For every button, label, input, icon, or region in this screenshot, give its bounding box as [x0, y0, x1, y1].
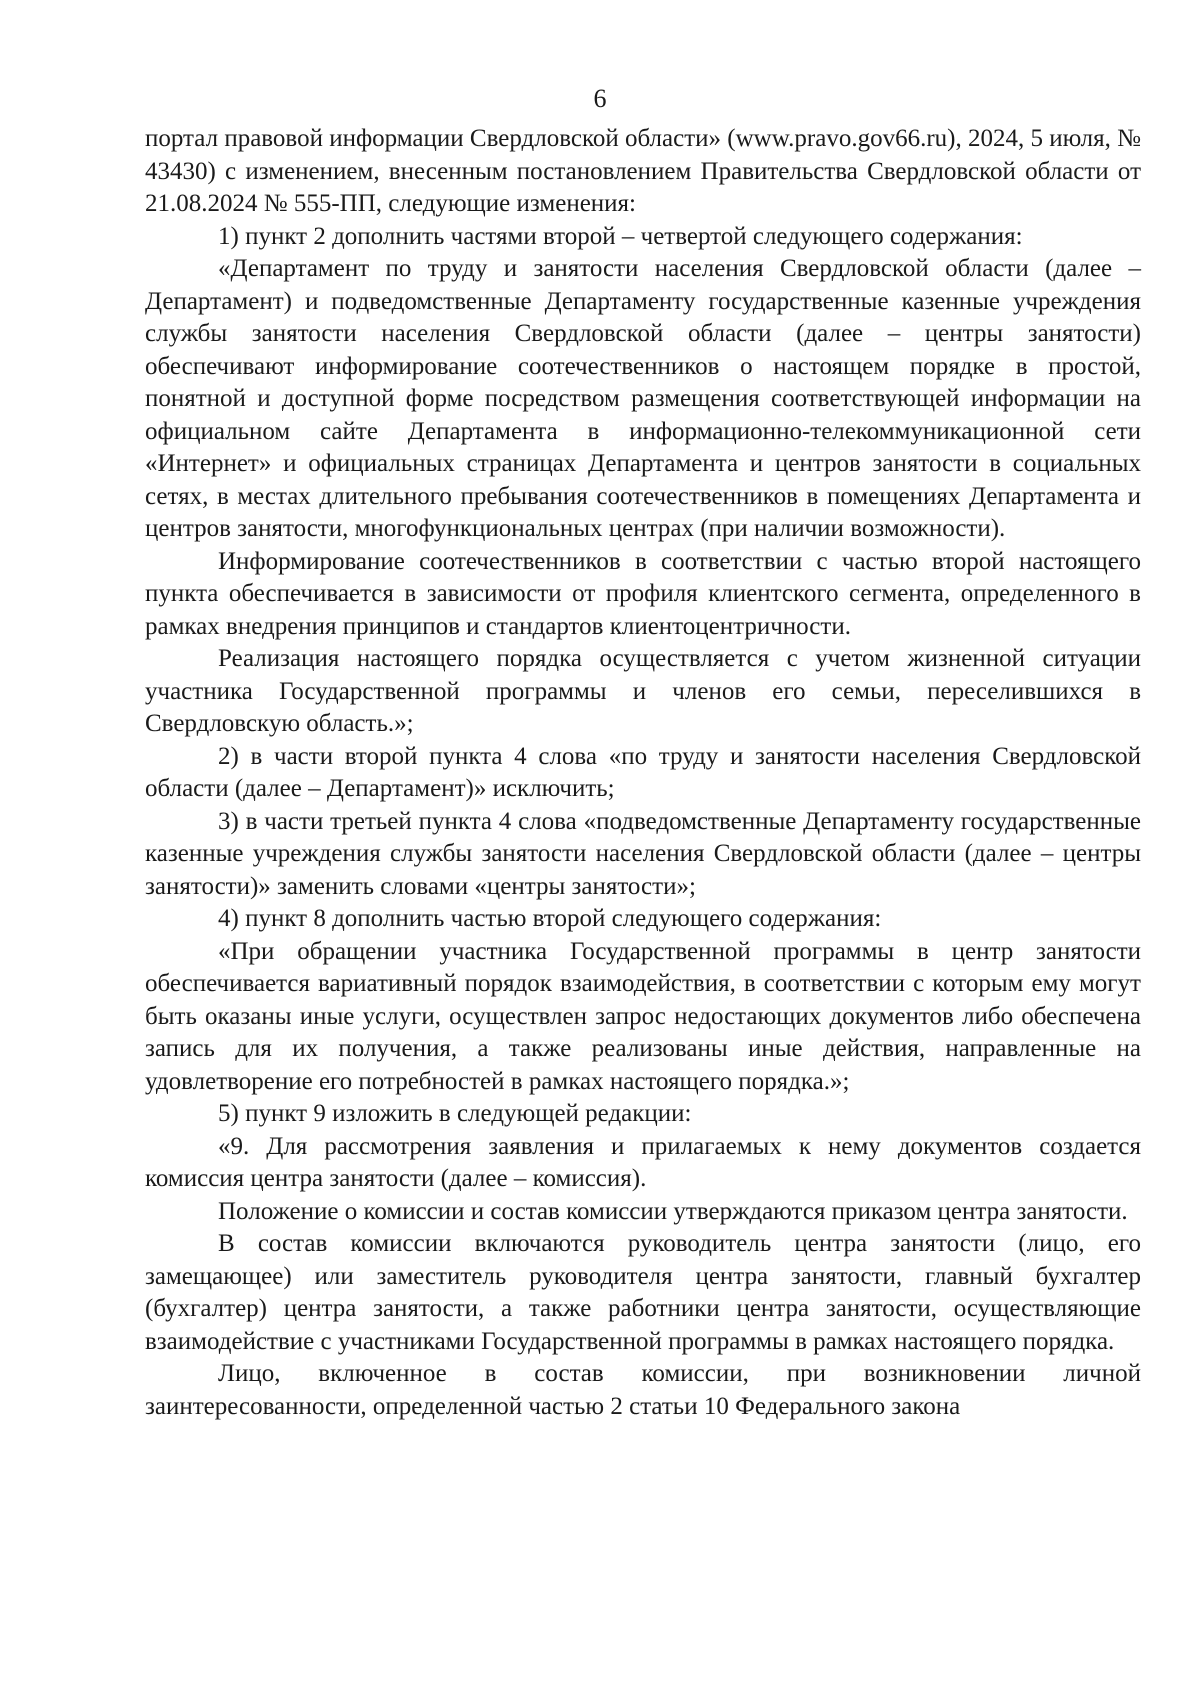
- paragraph-personal-interest: Лицо, включенное в состав комиссии, при возникновении личной заинтересованности, определенной частью 2 статьи 10 Федерального закона: [145, 1360, 1141, 1420]
- paragraph-informing: Информирование соотечественников в соответствии с частью второй настоящего пункта обеспечивается в зависимости от профиля клиентского сегмента, определенного в рамках внедрения принципов и стандартов клиентоцентричности.: [145, 547, 1141, 640]
- paragraph-item-3: 3) в части третьей пункта 4 слова «подведомственные Департаменту государственные казенные учреждения службы занятости населения Свердловской области (далее – центры занятости)» заменить словами «центры занятости»;: [145, 807, 1141, 900]
- paragraph-point-9: «9. Для рассмотрения заявления и прилагаемых к нему документов создается комиссия центра занятости (далее – комиссия).: [145, 1132, 1141, 1192]
- paragraph-item-1: 1) пункт 2 дополнить частями второй – четвертой следующего содержания:: [218, 222, 1023, 250]
- paragraph-item-2: 2) в части второй пункта 4 слова «по труду и занятости населения Свердловской области (далее – Департамент)» исключить;: [145, 742, 1141, 802]
- paragraph-implementation: Реализация настоящего порядка осуществляется с учетом жизненной ситуации участника Государственной программы и членов его семьи, переселившихся в Свердловскую область.»;: [145, 645, 1141, 737]
- paragraph-appeal: «При обращении участника Государственной программы в центр занятости обеспечивается вариативный порядок взаимодействия, в соответствии с которым ему могут быть оказаны иные услуги, осуществлен запрос недостающих документов либо обеспечена запись для их получения, а также реализованы иные действия, направленные на удовлетворение его потребностей в рамках настоящего порядка.»;: [145, 937, 1141, 1095]
- paragraph-item-5: 5) пункт 9 изложить в следующей редакции:: [218, 1100, 692, 1127]
- paragraph-commission-members: В состав комиссии включаются руководитель центра занятости (лицо, его замещающее) или заместитель руководителя центра занятости, главный бухгалтер (бухгалтер) центра занятости, а также работники центра занятости, осуществляющие взаимодействие с участниками Государственной программы в рамках настоящего порядка.: [145, 1230, 1141, 1355]
- paragraph-item-4: 4) пункт 8 дополнить частью второй следующего содержания:: [218, 905, 882, 932]
- paragraph-continuation: портал правовой информации Свердловской области» (www.pravo.gov66.ru), 2024, 5 июля, № 43430) с изменением, внесенным постановлением Правительства Свердловской области от 21.08.2024 № 555-ПП, следующие изменения:: [145, 125, 1141, 217]
- paragraph-commission-regulation: Положение о комиссии и состав комиссии утверждаются приказом центра занятости.: [218, 1197, 1128, 1225]
- document-body: [145, 123, 1141, 1423]
- page-number: 6: [593, 84, 607, 113]
- paragraph-department-info: «Департамент по труду и занятости населения Свердловской области (далее – Департамент) и подведомственные Департаменту государственные казенные учреждения службы занятости населения Свердловской области (далее – центры занятости) обеспечивают информирование соотечественников о настоящем порядке в простой, понятной и доступной форме посредством размещения соответствующей информации на официальном сайте Департамента в информационно-телекоммуникационной сети «Интернет» и официальных страницах Департамента и центров занятости в социальных сетях, в местах длительного пребывания соотечественников в помещениях Департамента и центров занятости, многофункциональных центрах (при наличии возможности).: [145, 255, 1141, 542]
